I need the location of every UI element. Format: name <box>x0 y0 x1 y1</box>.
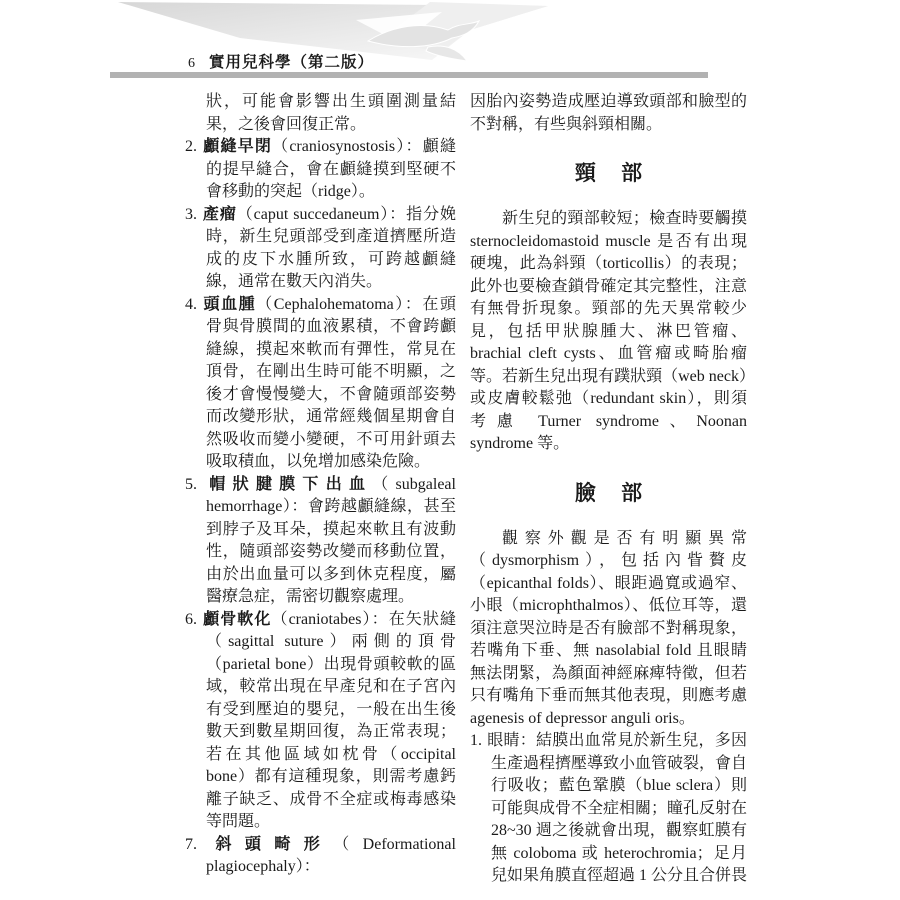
item-number: 7. <box>185 835 197 853</box>
intro-paragraph: 因胎內姿勢造成壓迫導致頭部和臉型的不對稱，有些與斜頸相關。 <box>470 93 747 133</box>
item-text: （craniosynostosis）：顱縫的提早縫合，會在顱縫摸到堅硬不會移動的突起（ridge）。 <box>206 138 456 200</box>
book-title: 實用兒科學（第二版） <box>209 54 375 71</box>
item-text: （Deformational plagiocephaly）： <box>206 835 456 875</box>
section-heading-face: 臉 部 <box>574 480 653 505</box>
item-term: 帽狀腱膜下出血 <box>202 475 373 493</box>
list-item <box>185 294 456 474</box>
section-paragraph-neck: 新生兒的頸部較短；檢查時要觸摸 sternocleidomastoid muscle 是否有出現硬塊，此為斜頸（torticollis）的表現；此外也要檢查鎖骨確定其完整性，注意有無骨折現象。頸部的先天異常較少見，包括甲狀腺腫大、淋巴管瘤、brachial cleft cysts、血管瘤或畸胎瘤等。若新生兒出現有蹼狀頸（web neck）或皮膚較鬆弛（redundant skin），則須考慮 Turner syndrome、Noonan syndrome 等。 <box>470 210 747 452</box>
item-text: 結膜出血常見於新生兒，多因生產過程擠壓導致小血管破裂，會自行吸收；藍色鞏膜（blue sclera）則可能與成骨不全症相關；瞳孔反射在 28~30 週之後就會出現，觀察虹膜有無 coloboma 或 heterochromia；足月兒如果角膜直徑超過 1 公分且合併畏 <box>491 732 748 884</box>
item-term: 顱縫早閉 <box>202 138 273 155</box>
list-item <box>185 204 456 294</box>
running-head <box>188 50 374 72</box>
item-term: 產瘤 <box>202 205 237 223</box>
item-number: 2. <box>185 138 197 155</box>
header-rule <box>110 72 708 78</box>
item-number: 6. <box>185 610 197 628</box>
section-heading-neck: 頸 部 <box>574 161 653 185</box>
item-term: 斜頭畸形 <box>202 835 334 853</box>
list-item <box>185 609 456 834</box>
list-item <box>185 91 456 136</box>
item-number: 4. <box>185 295 197 313</box>
list-item <box>470 730 747 888</box>
page-number: 6 <box>188 56 195 71</box>
item-term: 頭血腫 <box>202 295 257 313</box>
section-paragraph-face: 觀察外觀是否有明顯異常（dysmorphism），包括內眥贅皮（epicanthal folds）、眼距過寬或過窄、小眼（microphthalmos）、低位耳等，還須注意哭泣時是否有臉部不對稱現象，若嘴角下垂、無 nasolabial fold 且眼睛無法閉緊，為顏面神經麻痺特徵，但若只有嘴角下垂而無其他表現，則應考慮 agenesis of depressor anguli oris。 <box>470 529 747 727</box>
item-term: 顱骨軟化 <box>202 610 272 628</box>
item-text: （subgaleal hemorrhage）：會跨越顱縫線，甚至到脖子及耳朵，摸起來軟且有波動性，隨頭部姿勢改變而移動位置，由於出血量可以多到休克程度，屬醫療急症，需密切觀察處理。 <box>206 475 456 605</box>
left-column <box>185 91 456 879</box>
item-text: （craniotabes）：在矢狀縫（sagittal suture）兩側的頂骨（parietal bone）出現骨頭較軟的區域，較常出現在早產兒和在子宮內有受到壓迫的嬰兒，一般在出生後數天到數星期回復，為正常表現；若在其他區域如枕骨（occipital bone）都有這種現象，則需考慮鈣離子缺乏、成骨不全症或梅毒感染等問題。 <box>206 610 456 830</box>
item-term: 眼睛： <box>487 732 536 749</box>
item-text: 狀，可能會影響出生頭圍測量結果，之後會回復正常。 <box>206 93 456 133</box>
item-number: 1. <box>470 732 482 749</box>
list-item <box>185 136 456 204</box>
item-number: 3. <box>185 205 197 223</box>
item-text: （caput succedaneum）：指分娩時，新生兒頭部受到產道擠壓所造成的皮下水腫所致，可跨越顱縫線，通常在數天內消失。 <box>206 205 456 290</box>
right-column <box>470 91 747 888</box>
list-item <box>185 834 456 879</box>
item-number: 5. <box>185 475 197 493</box>
list-item <box>185 474 456 609</box>
item-text: （Cephalohematoma）：在頭骨與骨膜間的血液累積，不會跨顱縫線，摸起來軟而有彈性，常見在頂骨，在剛出生時可能不明顯，之後才會慢慢變大，不會隨頭部姿勢而改變形狀，通常經幾個星期會自然吸收而變小變硬，不可用針頭去吸取積血，以免增加感染危險。 <box>206 295 456 470</box>
